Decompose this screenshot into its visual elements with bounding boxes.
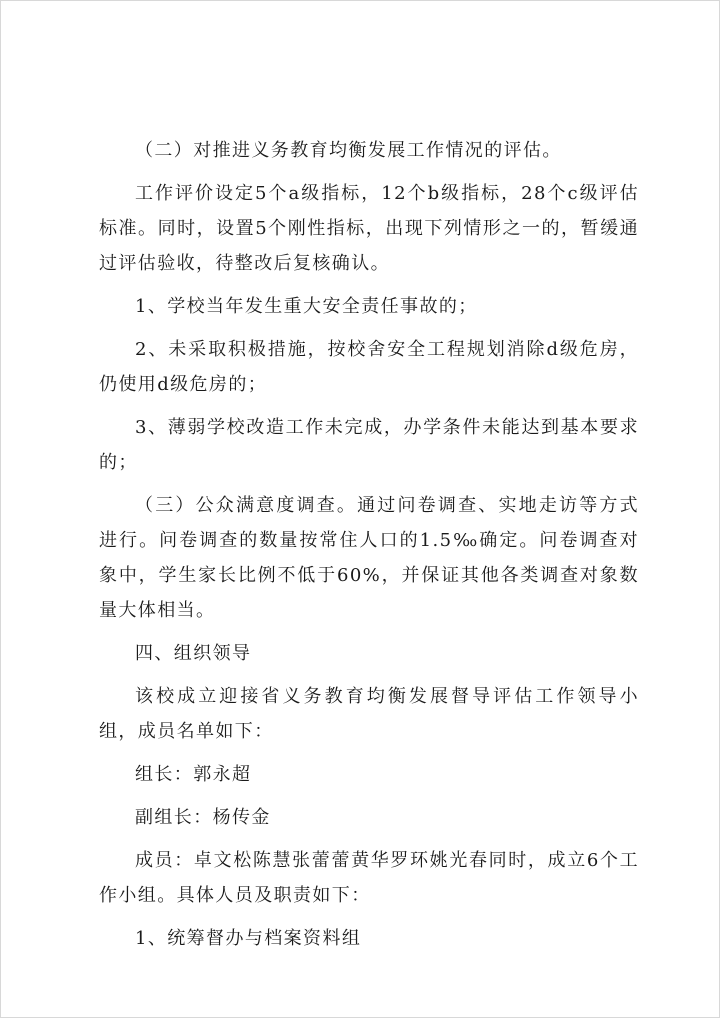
leader-line: 组长：郭永超 <box>135 764 252 785</box>
list-item-safety-accident: 1、学校当年发生重大安全责任事故的； <box>135 296 478 317</box>
paragraph-leadership-group: 该校成立迎接省义务教育均衡发展督导评估工作领导小组，成员名单如下： <box>99 686 639 742</box>
members-line: 成员：卓文松陈慧张蕾蕾黄华罗环姚光春同时，成立6个工作小组。具体人员及职责如下： <box>99 850 639 906</box>
list-item-dangerous-buildings: 2、未采取积极措施，按校舍安全工程规划消除d级危房，仍使用d级危房的； <box>99 339 639 395</box>
section-heading-assessment: （二）对推进义务教育均衡发展工作情况的评估。 <box>135 140 562 161</box>
list-item-coordination-archives: 1、统筹督办与档案资料组 <box>135 928 362 949</box>
section-heading-organization: 四、组织领导 <box>135 643 252 664</box>
section-heading-satisfaction-survey: （三）公众满意度调查。通过问卷调查、实地走访等方式进行。问卷调查的数量按常住人口的1.5‰确定。问卷调查对象中，学生家长比例不低于60%，并保证其他各类调查对象数量大体相当。 <box>99 495 639 621</box>
paragraph-evaluation-criteria: 工作评价设定5个a级指标，12个b级指标，28个c级评估标准。同时，设置5个刚性指标，出现下列情形之一的，暂缓通过评估验收，待整改后复核确认。 <box>99 183 639 274</box>
deputy-leader-line: 副组长：杨传金 <box>135 807 271 828</box>
document-body <box>99 133 639 964</box>
list-item-weak-school-renovation: 3、薄弱学校改造工作未完成，办学条件未能达到基本要求的； <box>99 417 639 473</box>
